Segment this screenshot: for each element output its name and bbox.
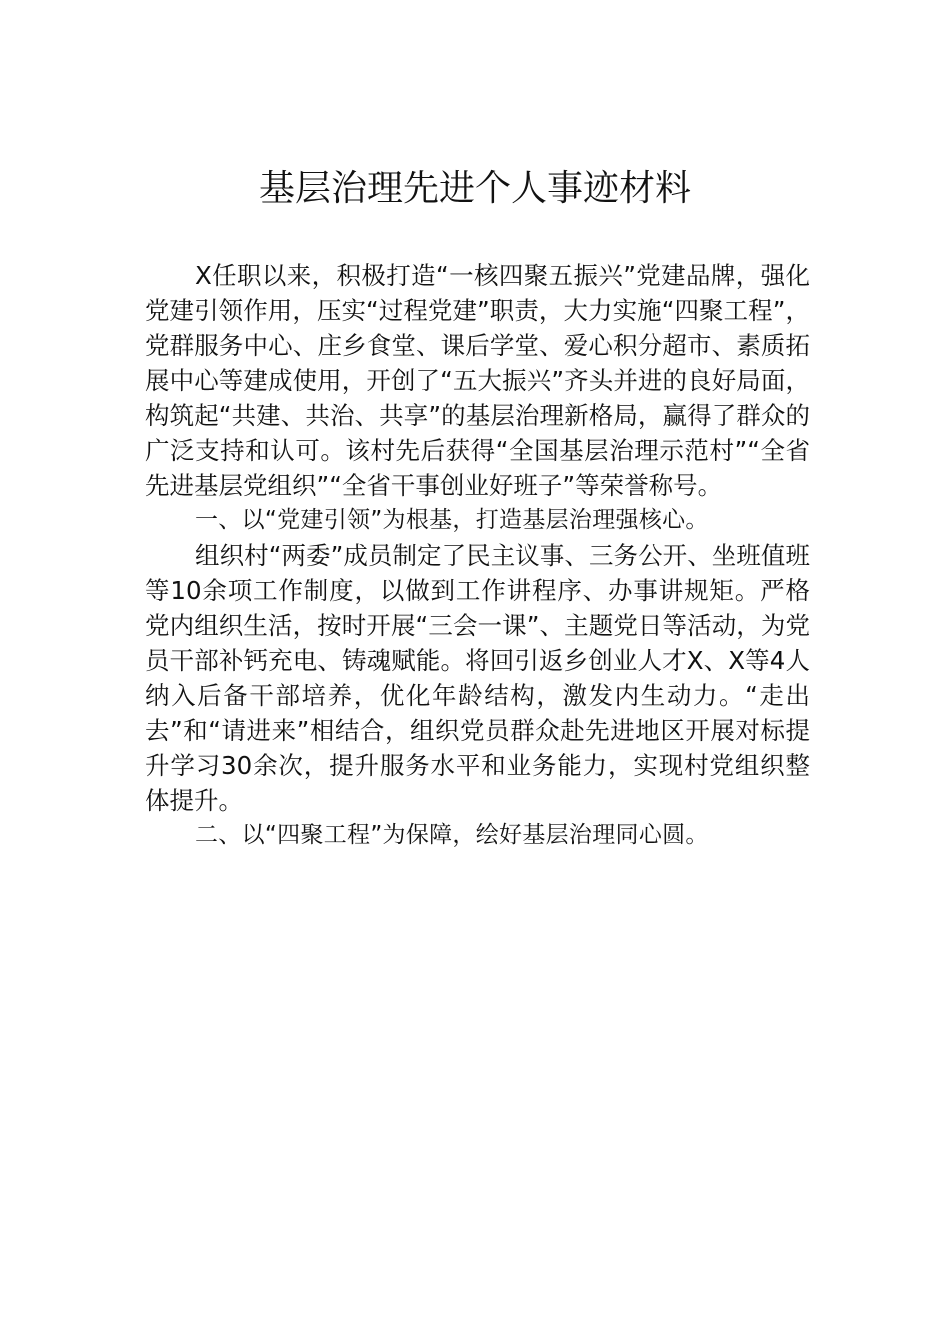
section-1-paragraph: 组织村“两委”成员制定了民主议事、三务公开、坐班值班等10余项工作制度，以做到工作讲程序、办事讲规矩。严格党内组织生活，按时开展“三会一课”、主题党日等活动，为党员干部补钙充电、铸魂赋能。将回引返乡创业人才X、X等4人纳入后备干部培养，优化年龄结构，激发内生动力。“走出去”和“请进来”相结合，组织党员群众赴先进地区开展对标提升学习30余次，提升服务水平和业务能力，实现村党组织整体提升。 (145, 541, 810, 815)
section-heading-1: 一、以“党建引领”为根基，打造基层治理强核心。 (195, 507, 709, 533)
intro-paragraph: X任职以来，积极打造“一核四聚五振兴”党建品牌，强化党建引领作用，压实“过程党建”职责，大力实施“四聚工程”，党群服务中心、庄乡食堂、课后学堂、爱心积分超市、素质拓展中心等建成使用，开创了“五大振兴”齐头并进的良好局面，构筑起“共建、共治、共享”的基层治理新格局，赢得了群众的广泛支持和认可。该村先后获得“全国基层治理示范村”“全省先进基层党组织”“全省干事创业好班子”等荣誉称号。 (145, 261, 810, 500)
document-body (145, 258, 810, 853)
section-heading-2: 二、以“四聚工程”为保障，绘好基层治理同心圆。 (195, 822, 709, 848)
document-title: 基层治理先进个人事迹材料 (258, 168, 691, 209)
